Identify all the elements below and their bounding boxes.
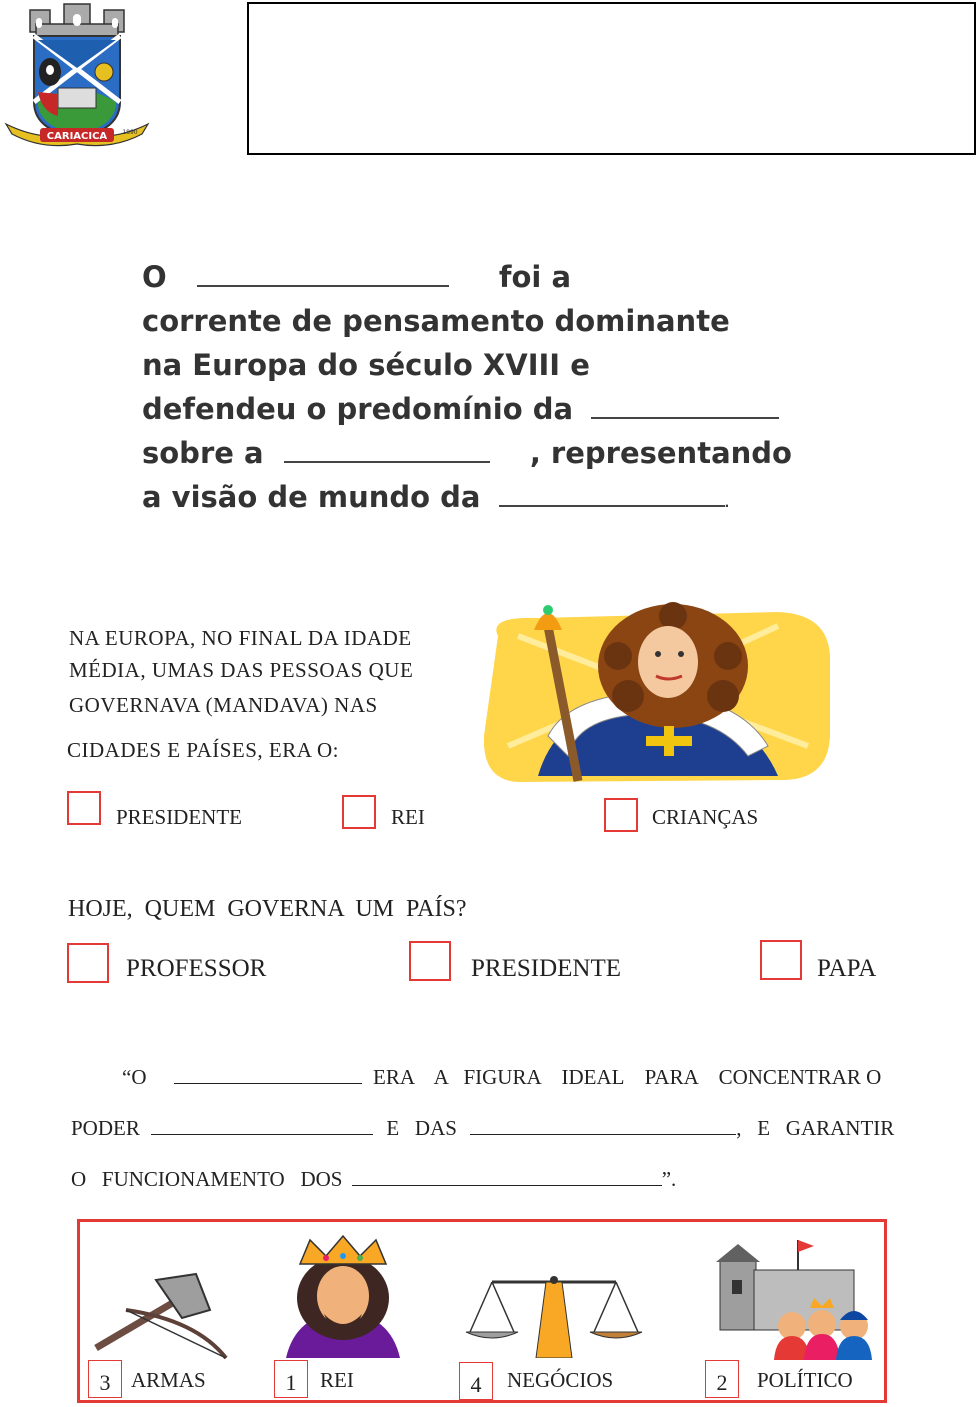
sentence-blank-3[interactable] (470, 1133, 736, 1135)
sentence-line1 (122, 1065, 881, 1090)
intro-line6-end: . (724, 496, 730, 510)
header-info-box[interactable] (247, 2, 976, 155)
option-professor-label: PROFESSOR (126, 955, 267, 982)
sentence-line1-rest: ERA A FIGURA IDEAL PARA CONCENTRAR O (373, 1065, 882, 1089)
intro-line5-end: , representando (529, 436, 792, 470)
word-bank-box (77, 1219, 887, 1403)
intro-line3: na Europa do século XVIII e (142, 348, 590, 382)
question1-line1: NA EUROPA, NO FINAL DA IDADE (69, 626, 412, 650)
sentence-line3 (71, 1167, 676, 1192)
crest-name-text: CARIACICA (46, 131, 108, 142)
option-papa-checkbox[interactable] (760, 940, 802, 980)
option-presidente2-label: PRESIDENTE (471, 955, 621, 982)
bank-number-1[interactable]: 3 (88, 1360, 122, 1398)
intro-line5-start: sobre a (142, 436, 264, 470)
sentence-blank-1[interactable] (174, 1082, 362, 1084)
bank-label-politico: POLÍTICO (757, 1368, 853, 1392)
intro-blank-3[interactable] (284, 459, 490, 463)
intro-blank-1[interactable] (197, 283, 449, 287)
intro-line6: a visão de mundo da (142, 480, 481, 514)
king-illustration (478, 596, 834, 788)
question2-text: HOJE, QUEM GOVERNA UM PAÍS? (68, 896, 467, 922)
option-rei-label: REI (391, 805, 425, 829)
sentence-line2 (71, 1116, 894, 1141)
bank-number-3[interactable]: 4 (459, 1362, 493, 1400)
question1-line3: GOVERNAVA (MANDAVA) NAS (69, 693, 378, 717)
sentence-l3-end: ”. (661, 1167, 677, 1191)
intro-blank-2[interactable] (591, 415, 779, 419)
king-icon (276, 1234, 410, 1358)
bank-number-4[interactable]: 2 (705, 1360, 739, 1398)
intro-line1-start: O (142, 260, 167, 294)
crest-year-text: 1890 (122, 129, 138, 136)
city-crest-logo (2, 2, 152, 148)
sentence-blank-4[interactable] (352, 1184, 662, 1186)
bank-label-rei: REI (320, 1368, 354, 1392)
option-papa-label: PAPA (817, 955, 877, 982)
sentence-l2-end: , E GARANTIR (736, 1116, 895, 1140)
bank-label-armas: ARMAS (131, 1368, 206, 1392)
sentence-open: “O (122, 1065, 147, 1089)
scale-icon (464, 1272, 644, 1358)
question1-line2: MÉDIA, UMAS DAS PESSOAS QUE (69, 658, 414, 682)
option-presidente-checkbox[interactable] (67, 791, 101, 825)
intro-line4: defendeu o predomínio da (142, 392, 574, 426)
sentence-l3-start: O FUNCIONAMENTO DOS (71, 1167, 343, 1191)
intro-blank-4[interactable] (499, 503, 725, 507)
sentence-l2-mid: E DAS (386, 1116, 457, 1140)
option-criancas-label: CRIANÇAS (652, 805, 759, 829)
option-criancas-checkbox[interactable] (604, 798, 638, 832)
question1-line4: CIDADES E PAÍSES, ERA O: (67, 738, 340, 762)
bank-label-negocios: NEGÓCIOS (507, 1368, 614, 1392)
option-presidente-label: PRESIDENTE (116, 805, 242, 829)
intro-line2: corrente de pensamento dominante (142, 304, 730, 338)
sentence-l2-start: PODER (71, 1116, 140, 1140)
axe-bow-icon (86, 1270, 236, 1360)
option-presidente2-checkbox[interactable] (409, 941, 451, 981)
sentence-blank-2[interactable] (151, 1133, 373, 1135)
bank-number-2[interactable]: 1 (274, 1360, 308, 1398)
option-rei-checkbox[interactable] (342, 795, 376, 829)
intro-line1-end: foi a (498, 260, 572, 294)
castle-people-icon (714, 1230, 882, 1360)
option-professor-checkbox[interactable] (67, 943, 109, 983)
